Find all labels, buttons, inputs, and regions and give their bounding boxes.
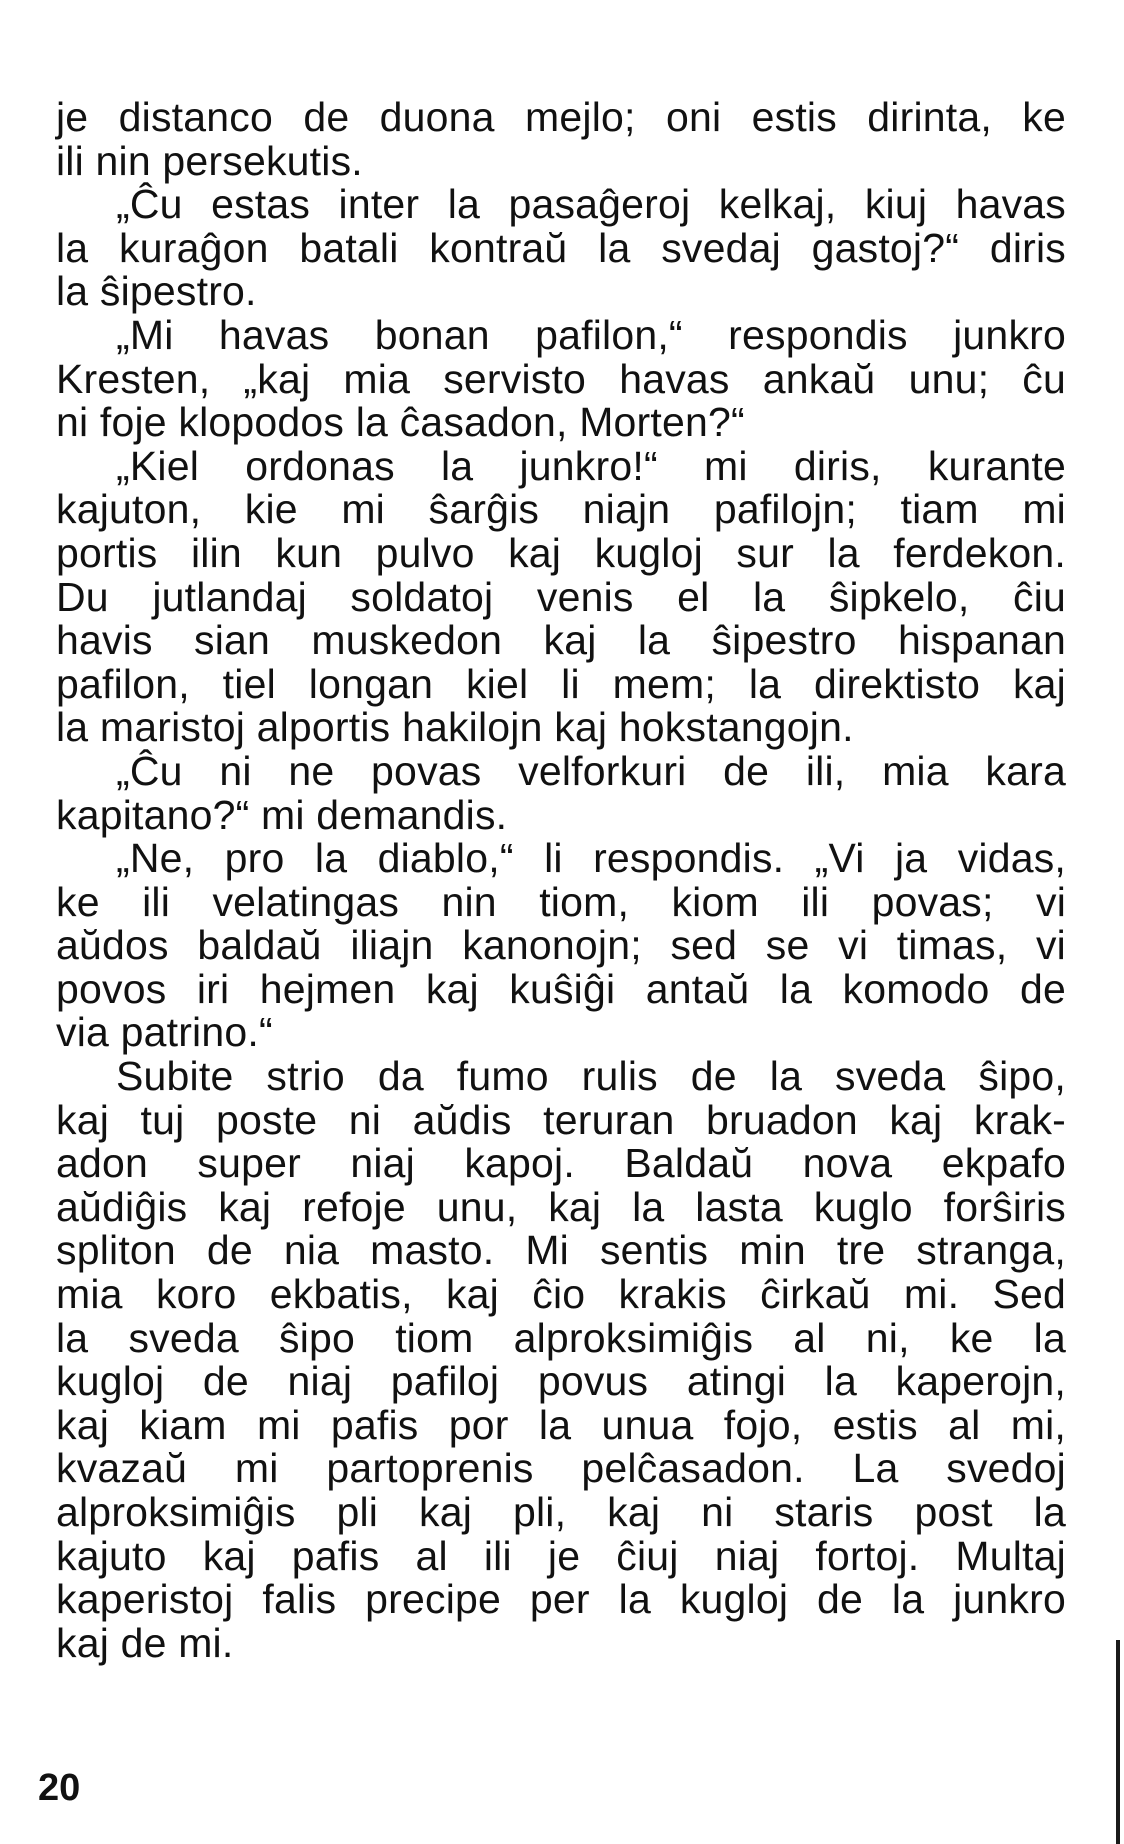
text-line: ni foje klopodos la ĉasadon, Morten?“ (56, 399, 745, 446)
text-line: Kresten, „kaj mia servisto havas ankaŭ unu; ĉu (56, 355, 1066, 402)
text-line: portis ilin kun pulvo kaj kugloj sur la ferdekon. (56, 529, 1066, 576)
text-line: „Ne, pro la diablo,“ li respondis. „Vi ja vidas, (116, 835, 1066, 882)
text-line: aŭdos baldaŭ iliajn kanonojn; sed se vi timas, vi (56, 922, 1066, 969)
text-line: kaj de mi. (56, 1619, 234, 1666)
text-line: kaj kiam mi pafis por la unua fojo, estis al mi, (56, 1401, 1066, 1448)
text-line: „Ĉu ni ne povas velforkuri de ili, mia kara (116, 747, 1066, 794)
text-line: ili nin persekutis. (56, 137, 363, 184)
text-line: kugloj de niaj pafiloj povus atingi la kaperojn, (56, 1358, 1066, 1405)
text-line: kapitano?“ mi demandis. (56, 791, 508, 838)
text-line: adon super niaj kapoj. Baldaŭ nova ekpafo (56, 1140, 1066, 1187)
text-line: ke ili velatingas nin tiom, kiom ili povas; vi (56, 878, 1066, 925)
text-line: „Mi havas bonan pafilon,“ respondis junkro (116, 311, 1066, 358)
text-line: pafilon, tiel longan kiel li mem; la direktisto kaj (56, 660, 1066, 707)
text-line: kaj tuj poste ni aŭdis teruran bruadon kaj krak- (56, 1096, 1066, 1143)
text-line: alproksimiĝis pli kaj pli, kaj ni staris post la (56, 1489, 1066, 1535)
page-number: 20 (38, 1767, 81, 1809)
text-line: „Kiel ordonas la junkro!“ mi diris, kurante (116, 442, 1066, 489)
text-line: Subite strio da fumo rulis de la sveda ŝipo, (116, 1053, 1066, 1100)
text-line: la kuraĝon batali kontraŭ la svedaj gastoj?“ diris (56, 224, 1066, 271)
text-line: la ŝipestro. (56, 268, 257, 315)
text-line: la sveda ŝipo tiom alproksimiĝis al ni, ke la (56, 1314, 1066, 1361)
text-line: la maristoj alportis hakilojn kaj hokstangojn. (56, 704, 854, 751)
text-line: Du jutlandaj soldatoj venis el la ŝipkelo, ĉiu (56, 573, 1066, 620)
text-line: via patrino.“ (56, 1009, 273, 1056)
text-line: povos iri hejmen kaj kuŝiĝi antaŭ la komodo de (56, 965, 1066, 1012)
text-line: kvazaŭ mi partoprenis pelĉasadon. La svedoj (56, 1445, 1066, 1492)
text-line: aŭdiĝis kaj refoje unu, kaj la lasta kuglo forŝiris (56, 1183, 1066, 1230)
text-line: je distanco de duona mejlo; oni estis dirinta, ke (56, 94, 1066, 140)
text-line: kajuto kaj pafis al ili je ĉiuj niaj fortoj. Multaj (56, 1532, 1066, 1579)
text-line: mia koro ekbatis, kaj ĉio krakis ĉirkaŭ mi. Sed (56, 1271, 1066, 1318)
text-line: „Ĉu estas inter la pasaĝeroj kelkaj, kiuj havas (116, 181, 1066, 228)
text-line: kaperistoj falis precipe per la kugloj de la junkro (56, 1576, 1066, 1623)
text-line: spliton de nia masto. Mi sentis min tre stranga, (56, 1227, 1066, 1274)
page-edge-divider (1116, 1640, 1120, 1844)
body-text (56, 96, 1066, 1665)
text-line: havis sian muskedon kaj la ŝipestro hispanan (56, 617, 1066, 664)
text-line: kajuton, kie mi ŝarĝis niajn pafilojn; tiam mi (56, 486, 1066, 533)
